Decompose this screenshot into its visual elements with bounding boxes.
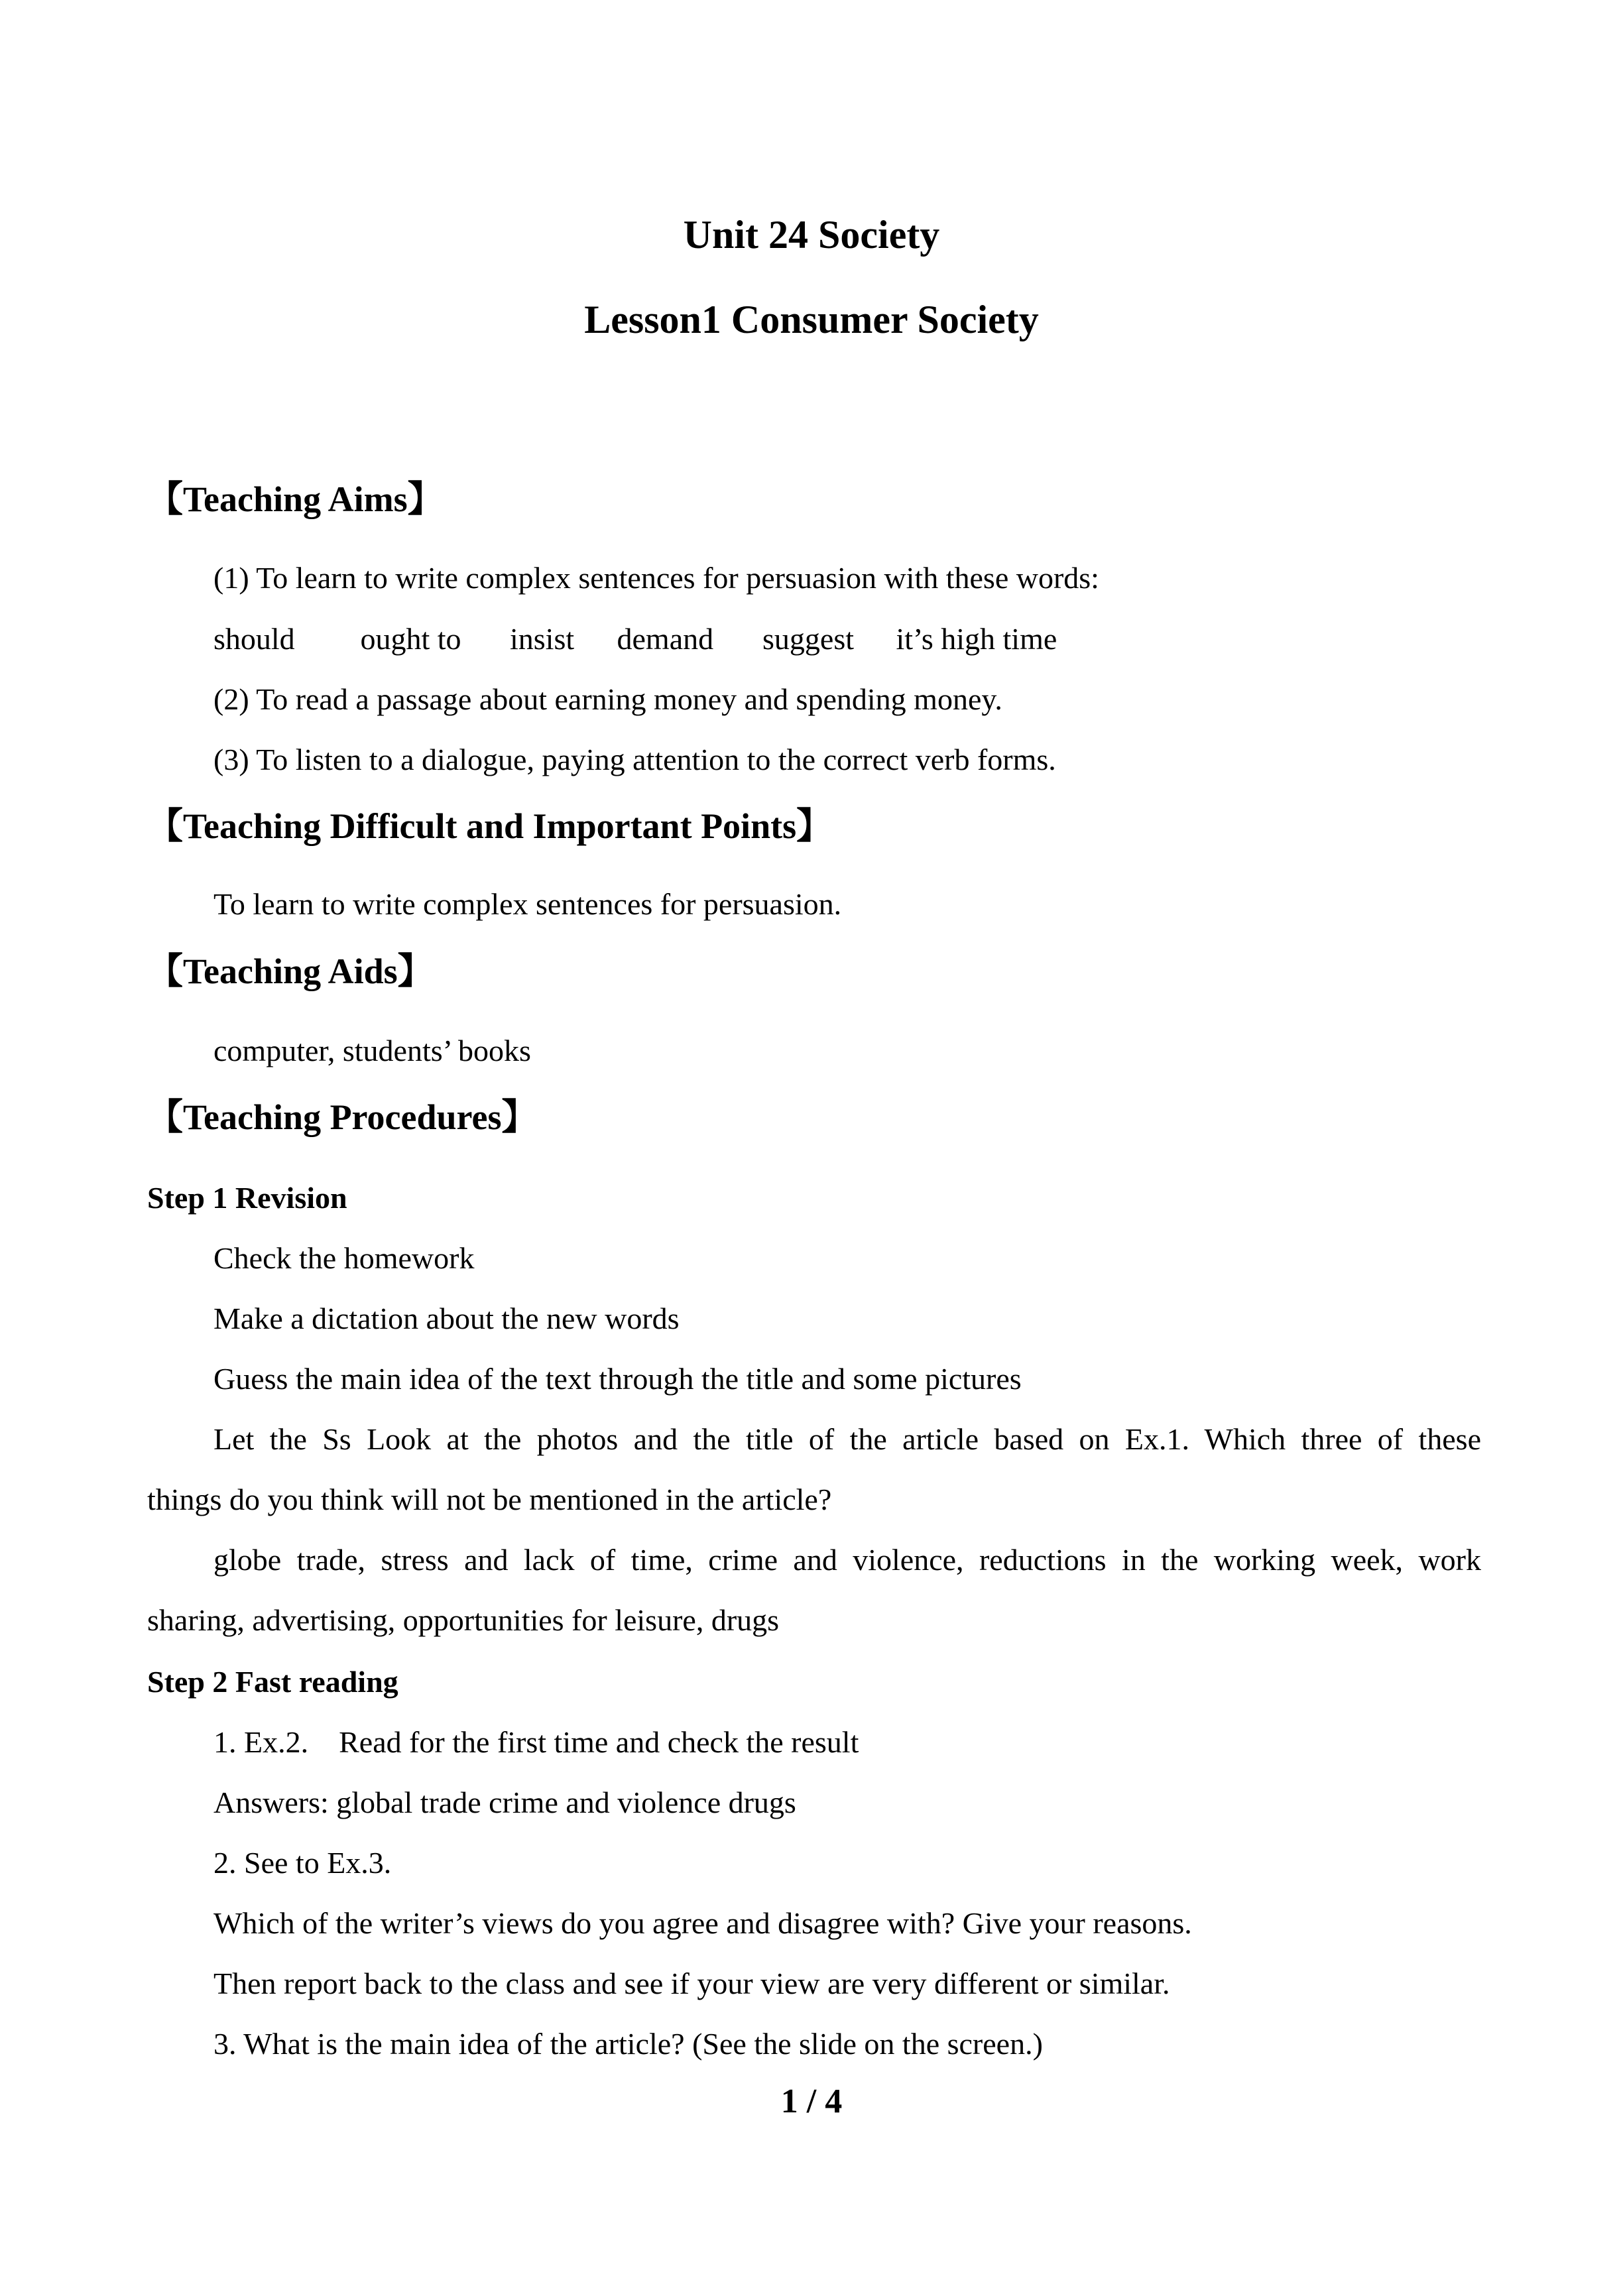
step-2-title: Step 2 Fast reading: [147, 1665, 398, 1699]
section-heading-teaching-aids: 【Teaching Aids】: [147, 951, 434, 991]
step-1-paragraph-line: sharing, advertising, opportunities for leisure, drugs: [147, 1603, 780, 1637]
document-subtitle: Lesson1 Consumer Society: [584, 298, 1039, 341]
aims-item-3: (3) To listen to a dialogue, paying attention to the correct verb forms.: [213, 743, 1056, 776]
step-2-line: Answers: global trade crime and violence drugs: [213, 1785, 796, 1819]
step-1-line: Make a dictation about the new words: [213, 1301, 680, 1335]
step-1-paragraph-line: things do you think will not be mentioned in the article?: [147, 1482, 832, 1516]
aids-text: computer, students’ books: [213, 1034, 531, 1067]
aims-word: ought to: [360, 622, 461, 656]
points-text: To learn to write complex sentences for persuasion.: [213, 887, 842, 921]
step-1-title: Step 1 Revision: [147, 1181, 347, 1215]
page-number: 1 / 4: [780, 2083, 843, 2120]
step-1-paragraph-line: globe trade, stress and lack of time, crime and violence, reductions in the working week, work: [213, 1543, 1481, 1577]
aims-word: should: [213, 622, 295, 656]
step-2-line: Then report back to the class and see if your view are very different or similar.: [213, 1966, 1170, 2000]
aims-item-1: (1) To learn to write complex sentences for persuasion with these words:: [213, 561, 1099, 595]
document-title: Unit 24 Society: [683, 213, 940, 257]
aims-word: insist: [510, 622, 575, 656]
aims-word: demand: [617, 622, 714, 656]
step-2-line: 3. What is the main idea of the article? (See the slide on the screen.): [213, 2027, 1043, 2061]
step-2-line: 2. See to Ex.3.: [213, 1846, 392, 1880]
step-1-line: Check the homework: [213, 1241, 475, 1275]
section-heading-teaching-procedures: 【Teaching Procedures】: [147, 1097, 538, 1137]
section-heading-teaching-aims: 【Teaching Aims】: [147, 479, 444, 519]
step-1-line: Guess the main idea of the text through the title and some pictures: [213, 1362, 1022, 1396]
aims-word-list: [213, 621, 1057, 656]
step-1-paragraph-line: Let the Ss Look at the photos and the title of the article based on Ex.1. Which three of these: [213, 1422, 1481, 1456]
aims-word: it’s high time: [896, 622, 1057, 656]
aims-word: suggest: [762, 622, 854, 656]
aims-item-2: (2) To read a passage about earning money and spending money.: [213, 682, 1002, 716]
step-2-line: Which of the writer’s views do you agree and disagree with? Give your reasons.: [213, 1906, 1192, 1940]
section-heading-difficult-points: 【Teaching Difficult and Important Points】: [147, 806, 833, 846]
step-2-line: 1. Ex.2. Read for the first time and check the result: [213, 1725, 859, 1759]
